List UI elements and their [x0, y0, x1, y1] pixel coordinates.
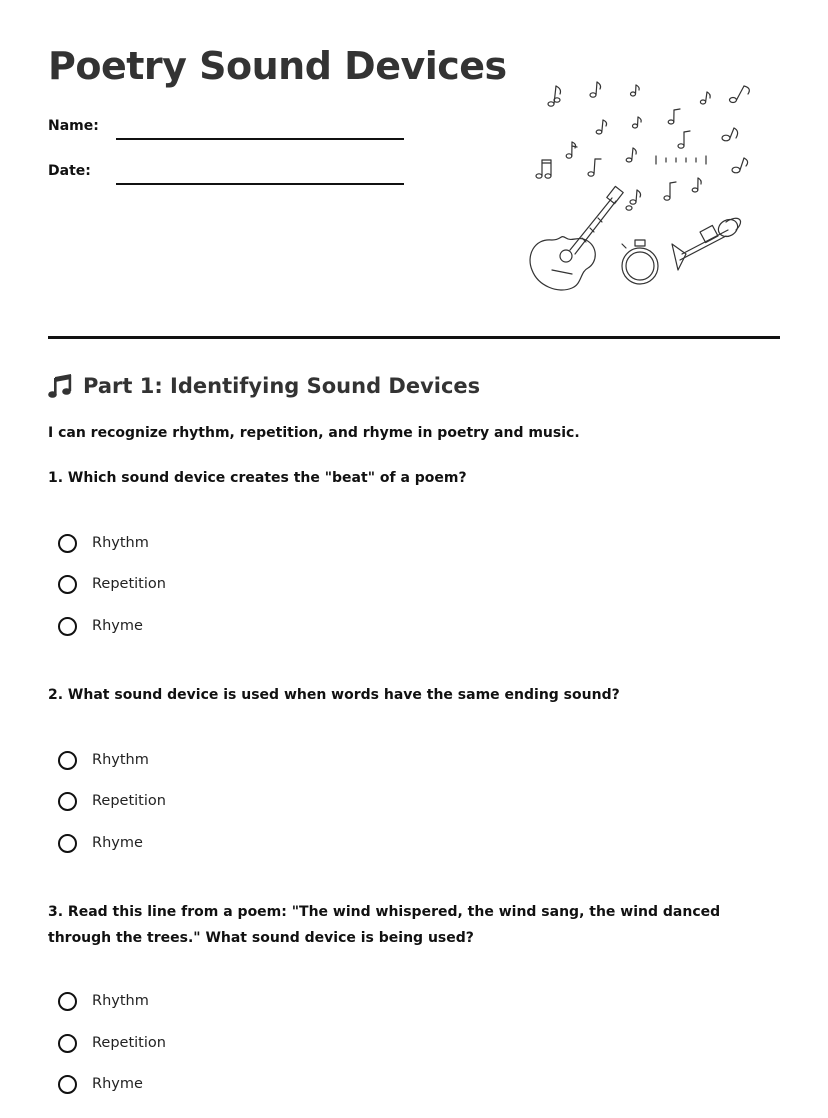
trumpet-icon [672, 216, 741, 270]
radio-button[interactable] [58, 992, 77, 1011]
q1-option-rhythm[interactable] [58, 531, 149, 555]
name-label: Name: [48, 118, 99, 134]
stopwatch-icon [622, 240, 658, 284]
option-label: Rhyme [92, 618, 143, 634]
q1-option-rhyme[interactable] [58, 614, 143, 638]
radio-button[interactable] [58, 751, 77, 770]
question-2-text: 2. What sound device is used when words have the same ending sound? [48, 687, 620, 703]
radio-button[interactable] [58, 834, 77, 853]
q2-option-rhythm[interactable] [58, 748, 149, 772]
radio-button[interactable] [58, 575, 77, 594]
radio-button[interactable] [58, 534, 77, 553]
name-field[interactable] [48, 118, 408, 144]
option-label: Repetition [92, 793, 166, 809]
radio-button[interactable] [58, 1075, 77, 1094]
music-notes-icon [536, 82, 749, 210]
option-label: Rhyme [92, 1076, 143, 1092]
part1-heading-text: Part 1: Identifying Sound Devices [83, 374, 481, 398]
q2-option-repetition[interactable] [58, 789, 166, 813]
q3-option-rhyme[interactable] [58, 1072, 143, 1096]
radio-button[interactable] [58, 792, 77, 811]
name-line[interactable] [116, 138, 404, 140]
date-line[interactable] [116, 183, 404, 185]
option-label: Repetition [92, 576, 166, 592]
music-illustration [522, 70, 762, 302]
option-label: Rhythm [92, 993, 149, 1009]
guitar-icon [530, 186, 623, 290]
page-title: Poetry Sound Devices [48, 44, 507, 88]
radio-button[interactable] [58, 1034, 77, 1053]
option-label: Rhythm [92, 535, 149, 551]
radio-button[interactable] [58, 617, 77, 636]
date-field[interactable] [48, 163, 408, 189]
part1-heading [48, 372, 480, 400]
option-label: Repetition [92, 1035, 166, 1051]
learning-objective: I can recognize rhythm, repetition, and rhyme in poetry and music. [48, 425, 580, 441]
question-3-text: 3. Read this line from a poem: "The wind whispered, the wind sang, the wind danced through the trees." What sound device is being used? [48, 904, 721, 946]
q1-option-repetition[interactable] [58, 572, 166, 596]
option-label: Rhythm [92, 752, 149, 768]
section-divider [48, 336, 780, 339]
q3-option-rhythm[interactable] [58, 989, 149, 1013]
date-label: Date: [48, 163, 91, 179]
q3-option-repetition[interactable] [58, 1031, 166, 1055]
q2-option-rhyme[interactable] [58, 831, 143, 855]
music-note-icon [48, 372, 74, 400]
option-label: Rhyme [92, 835, 143, 851]
question-1-text: 1. Which sound device creates the "beat" of a poem? [48, 470, 467, 486]
